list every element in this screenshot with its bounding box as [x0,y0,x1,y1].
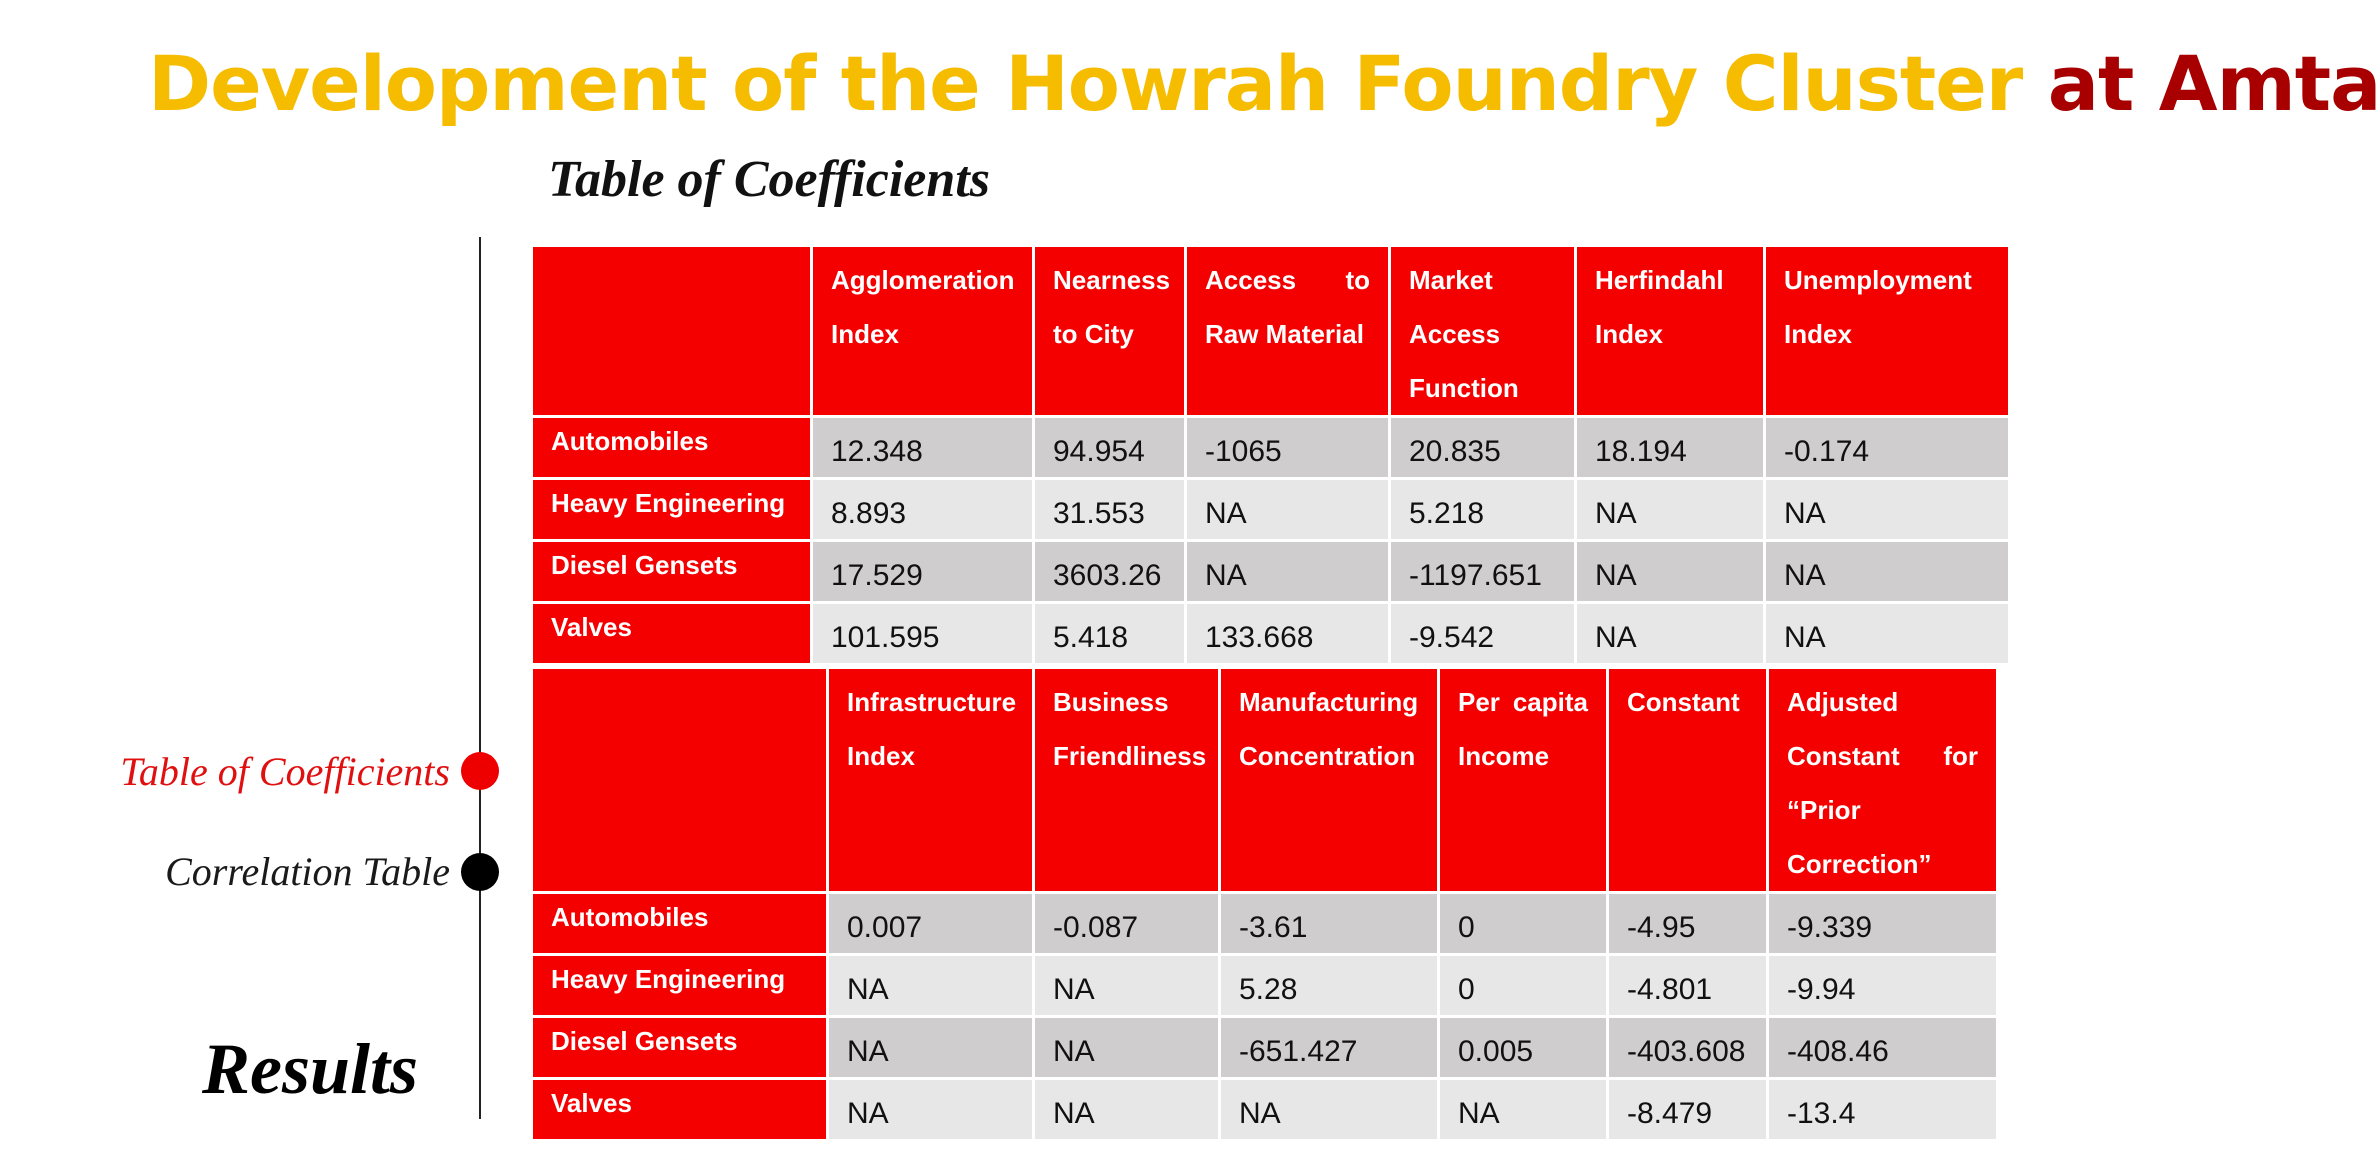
timeline-line [479,237,481,1119]
table-cell: 0 [1439,893,1608,955]
table-cell: 20.835 [1390,417,1576,479]
table-cell: NA [1186,479,1390,541]
table-cell: -3.61 [1220,893,1439,955]
table-cell: 0.007 [828,893,1034,955]
row-label: Diesel Gensets [532,541,812,603]
section-heading: Table of Coefficients [548,151,990,208]
table-cell: 17.529 [812,541,1034,603]
slide-title [148,38,2380,130]
column-header: Market Access Function [1390,246,1576,417]
column-header: Agglomeration Index [812,246,1034,417]
row-label: Valves [532,603,812,665]
table-cell: NA [1765,541,2010,603]
coefficients-table-2 [530,666,1999,1142]
table-cell: 0 [1439,955,1608,1017]
nav-dot-active[interactable] [461,752,499,790]
table-cell: 18.194 [1576,417,1765,479]
table-cell: 5.28 [1220,955,1439,1017]
table-corner-cell [532,668,828,893]
slide-title-main: Development of the Howrah Foundry Cluster [148,39,2023,128]
results-label: Results [202,1029,419,1109]
column-header: Adjusted Constant for “Prior Correction” [1768,668,1998,893]
table-header-row [532,668,1998,893]
table-row [532,603,2010,665]
column-header: Per capita Income [1439,668,1608,893]
table-row [532,1017,1998,1079]
table-cell: 101.595 [812,603,1034,665]
column-header: Business Friendliness [1034,668,1220,893]
table-corner-cell [532,246,812,417]
table-cell: -1065 [1186,417,1390,479]
table-cell: NA [1576,541,1765,603]
table-row [532,417,2010,479]
row-label: Valves [532,1079,828,1141]
table-cell: -4.801 [1608,955,1768,1017]
table-cell: -9.94 [1768,955,1998,1017]
table-row [532,893,1998,955]
table-cell: 8.893 [812,479,1034,541]
table-cell: NA [828,955,1034,1017]
table-row [532,1079,1998,1141]
table-cell: 12.348 [812,417,1034,479]
table-cell: -1197.651 [1390,541,1576,603]
nav-item-correlation-table[interactable]: Correlation Table [165,849,450,894]
row-label: Heavy Engineering [532,479,812,541]
table-cell: NA [1034,955,1220,1017]
table-cell: 3603.26 [1034,541,1186,603]
table-cell: NA [1034,1017,1220,1079]
column-header: Herfindahl Index [1576,246,1765,417]
nav-item-table-of-coefficients[interactable]: Table of Coefficients [120,749,450,794]
row-label: Heavy Engineering [532,955,828,1017]
table-cell: NA [1220,1079,1439,1141]
table-cell: NA [1034,1079,1220,1141]
table-row [532,541,2010,603]
table-cell: 133.668 [1186,603,1390,665]
table-cell: -8.479 [1608,1079,1768,1141]
table-cell: NA [1576,479,1765,541]
table-cell: -403.608 [1608,1017,1768,1079]
coefficients-table-1 [530,244,2011,666]
row-label: Automobiles [532,417,812,479]
table-cell: 94.954 [1034,417,1186,479]
table-cell: -13.4 [1768,1079,1998,1141]
slide-title-accent: at Amta [2047,39,2380,128]
table-cell: 5.418 [1034,603,1186,665]
table-cell: NA [1186,541,1390,603]
column-header: Unemployment Index [1765,246,2010,417]
table-cell: -408.46 [1768,1017,1998,1079]
table-cell: NA [828,1079,1034,1141]
table-cell: -9.339 [1768,893,1998,955]
table-cell: NA [1439,1079,1608,1141]
column-header: Access to Raw Material [1186,246,1390,417]
column-header: Constant [1608,668,1768,893]
table-cell: -9.542 [1390,603,1576,665]
nav-dot-inactive[interactable] [461,853,499,891]
row-label: Diesel Gensets [532,1017,828,1079]
table-cell: 31.553 [1034,479,1186,541]
table-row [532,479,2010,541]
table-cell: 0.005 [1439,1017,1608,1079]
table-cell: -4.95 [1608,893,1768,955]
table-cell: -0.174 [1765,417,2010,479]
table-cell: NA [1765,479,2010,541]
column-header: Manufacturing Concentration [1220,668,1439,893]
row-label: Automobiles [532,893,828,955]
table-cell: -0.087 [1034,893,1220,955]
table-cell: NA [828,1017,1034,1079]
table-cell: NA [1576,603,1765,665]
column-header: Infrastructure Index [828,668,1034,893]
table-cell: -651.427 [1220,1017,1439,1079]
column-header: Nearness to City [1034,246,1186,417]
table-header-row [532,246,2010,417]
table-cell: NA [1765,603,2010,665]
table-cell: 5.218 [1390,479,1576,541]
table-row [532,955,1998,1017]
